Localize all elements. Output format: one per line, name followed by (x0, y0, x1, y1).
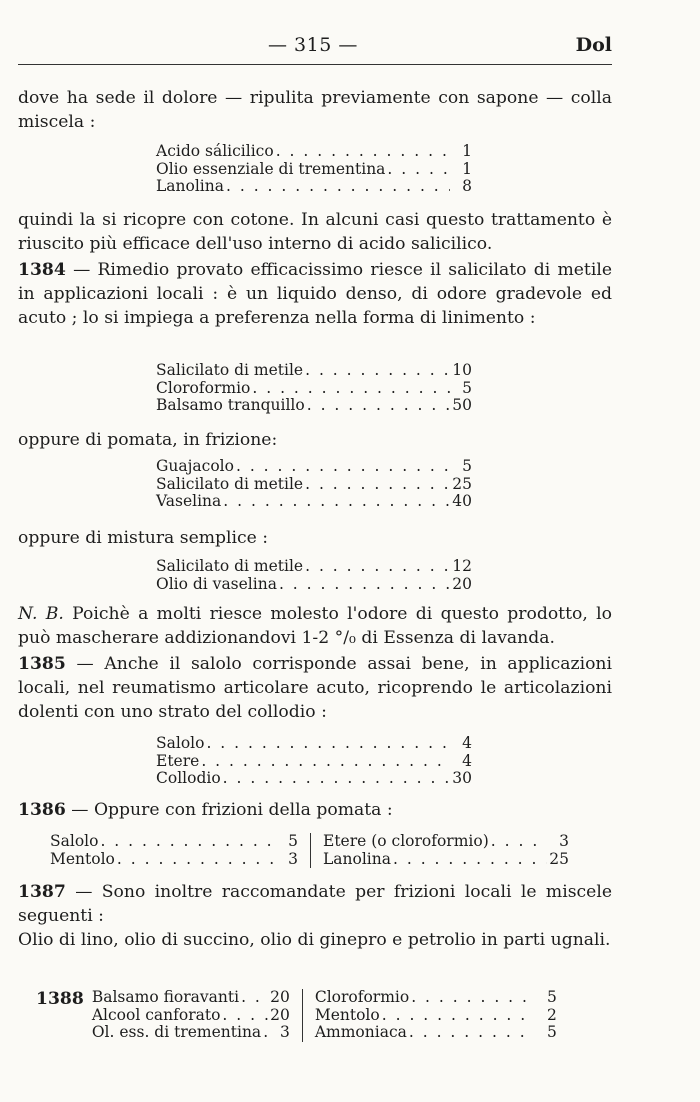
ingredient-name: Vaselina (156, 492, 222, 510)
leader-dots (204, 735, 450, 753)
recipe-row (315, 989, 557, 1007)
ingredient-name: Balsamo fioravanti (91, 988, 240, 1006)
section-1388 (36, 989, 557, 1042)
leader-dots (220, 1007, 267, 1025)
recipe-col-right (323, 833, 569, 868)
recipe-row (156, 362, 472, 380)
section-number: 1386 (18, 800, 66, 820)
ingredient-name: Lanolina (156, 177, 224, 195)
recipe-row (156, 493, 472, 511)
leader-dots (224, 178, 450, 196)
recipe-col-right (315, 989, 557, 1042)
ingredient-quantity: 1 (462, 159, 472, 178)
recipe-row (156, 476, 472, 494)
ingredient-name: Etere (156, 751, 200, 770)
ingredient-name: Salicilato di metile (156, 361, 304, 379)
ingredient-quantity: 4 (462, 734, 472, 752)
ingredient-name: Guajacolo (156, 457, 234, 475)
column-divider (310, 833, 311, 868)
ingredient-name: Balsamo tranquillo (156, 396, 305, 414)
ingredient-name: Cloroformio (314, 988, 410, 1006)
leader-dots (221, 493, 450, 511)
nota-bene-text: Poichè a molti riesce molesto l'odore di questo prodotto, lo può mascherare addizionandovi 1-2 °/₀ di Essenza di lavanda. (18, 604, 612, 648)
ingredient-quantity: 1 (462, 142, 472, 160)
leader-dots (391, 851, 547, 869)
section-text: — Oppure con frizioni della pomata : (65, 800, 393, 820)
ingredient-name: Acido sálicilico (156, 142, 274, 160)
page-header (18, 34, 612, 58)
section-text: — Anche il salolo corrisponde assai bene, in applicazioni locali, nel reumatismo articolare acuto, ricoprendo le articolazioni dolenti con uno strato del collodio : (18, 654, 612, 722)
leader-dots (303, 476, 450, 494)
recipe-list-1 (156, 143, 472, 196)
leader-dots (199, 753, 450, 771)
recipe-list-3 (156, 458, 472, 511)
section-1387 (18, 880, 612, 928)
recipe-row (315, 1007, 557, 1025)
recipe-two-column-1386 (50, 833, 569, 868)
ingredient-quantity: 5 (462, 457, 472, 475)
leader-dots (239, 989, 268, 1007)
ingredient-name: Collodio (156, 769, 221, 787)
recipe-row (315, 1024, 557, 1042)
recipe-row (323, 851, 569, 869)
column-divider (302, 989, 303, 1042)
ingredient-name: Salolo (156, 734, 205, 752)
ingredient-quantity: 50 (452, 396, 472, 414)
recipe-row (92, 1007, 290, 1025)
ingredient-name: Ol. ess. di trementina (91, 1023, 262, 1041)
ingredient-name: Lanolina (323, 849, 391, 868)
ingredient-quantity: 8 (462, 177, 472, 195)
ingredient-name: Salicilato di metile (156, 557, 304, 575)
leader-dots (250, 380, 450, 398)
recipe-list-5 (156, 735, 472, 788)
section-number: 1387 (18, 882, 66, 902)
paragraph-mistura: oppure di mistura semplice : (18, 528, 269, 548)
ingredient-quantity: 2 (546, 1005, 557, 1024)
header-rule (18, 64, 612, 65)
recipe-two-column-1388 (92, 989, 557, 1042)
leader-dots (277, 576, 450, 594)
paragraph-intro: dove ha sede il dolore — ripulita previamente con sapone — colla miscela : (18, 88, 612, 132)
leader-dots (489, 833, 547, 851)
recipe-row (156, 161, 472, 179)
leader-dots (409, 989, 535, 1007)
running-head-word: Dol (575, 34, 612, 56)
section-number: 1388 (36, 989, 84, 1009)
ingredient-name: Salicilato di metile (156, 474, 304, 493)
leader-dots (305, 397, 450, 415)
ingredient-name: Cloroformio (156, 378, 251, 397)
section-text: — Sono inoltre raccomandate per frizioni locali le miscele seguenti : (18, 882, 612, 926)
section-number: 1384 (18, 260, 66, 280)
ingredient-quantity: 5 (462, 378, 472, 397)
ingredient-name: Salolo (50, 832, 99, 850)
recipe-row (156, 770, 472, 788)
ingredient-quantity: 30 (452, 769, 472, 787)
recipe-row (156, 380, 472, 398)
ingredient-name: Etere (o cloroformio) (323, 832, 489, 850)
ingredient-name: Mentolo (50, 849, 115, 868)
recipe-row (50, 833, 298, 851)
recipe-row (156, 458, 472, 476)
recipe-row (156, 576, 472, 594)
ingredient-quantity: 10 (452, 361, 472, 379)
ingredient-name: Olio essenziale di trementina (156, 159, 386, 178)
recipe-row (156, 397, 472, 415)
section-text: — Rimedio provato efficacissimo riesce il salicilato di metile in applicazioni locali : è un liquido denso, di odore gradevole ed acuto ; lo si impiega a preferenza nella forma di linimento : (18, 260, 612, 328)
ingredient-quantity: 5 (546, 988, 557, 1006)
paragraph-pomata: oppure di pomata, in frizione: (18, 430, 278, 450)
recipe-list-2 (156, 362, 472, 415)
recipe-row (50, 851, 298, 869)
leader-dots (261, 1024, 268, 1042)
recipe-row (92, 1024, 290, 1042)
ingredient-name: Alcool canforato (91, 1005, 221, 1024)
leader-dots (274, 143, 450, 161)
ingredient-quantity: 4 (462, 751, 472, 770)
recipe-list-4 (156, 558, 472, 593)
recipe-row (92, 989, 290, 1007)
leader-dots (407, 1024, 535, 1042)
leader-dots (385, 161, 450, 179)
leader-dots (380, 1007, 535, 1025)
recipe-row (156, 735, 472, 753)
section-number: 1385 (18, 654, 66, 674)
page-number: — 315 — (268, 34, 358, 56)
ingredient-quantity: 40 (452, 492, 472, 510)
section-1385 (18, 652, 612, 724)
recipe-row (323, 833, 569, 851)
paragraph-oils: Olio di lino, olio di succino, olio di ginepro e petrolio in parti ugnali. (18, 930, 611, 950)
ingredient-quantity: 3 (279, 1023, 290, 1041)
leader-dots (303, 558, 450, 576)
leader-dots (221, 770, 450, 788)
nota-bene (18, 602, 612, 650)
recipe-col-left (92, 989, 290, 1042)
leader-dots (98, 833, 276, 851)
recipe-col-left (50, 833, 298, 868)
ingredient-quantity: 20 (270, 1005, 290, 1024)
recipe-row (156, 558, 472, 576)
ingredient-quantity: 3 (288, 849, 298, 868)
ingredient-quantity: 25 (452, 474, 472, 493)
ingredient-quantity: 3 (559, 832, 569, 850)
section-1384 (18, 258, 612, 330)
ingredient-quantity: 5 (288, 832, 298, 850)
ingredient-quantity: 20 (452, 574, 472, 593)
recipe-row (156, 143, 472, 161)
ingredient-name: Mentolo (314, 1005, 380, 1024)
leader-dots (115, 851, 276, 869)
ingredient-name: Olio di vaselina (156, 574, 277, 593)
paragraph-treatment: quindi la si ricopre con cotone. In alcuni casi questo trattamento è riuscito più efficace dell'uso interno di acido salicilico. (18, 210, 612, 254)
recipe-row (156, 753, 472, 771)
ingredient-name: Ammoniaca (314, 1023, 407, 1041)
recipe-row (156, 178, 472, 196)
section-1386 (18, 798, 612, 822)
ingredient-quantity: 20 (270, 988, 290, 1006)
ingredient-quantity: 25 (549, 849, 569, 868)
leader-dots (234, 458, 450, 476)
ingredient-quantity: 5 (546, 1023, 557, 1041)
ingredient-quantity: 12 (452, 557, 472, 575)
leader-dots (303, 362, 450, 380)
nota-bene-label: N. B. (18, 604, 64, 624)
